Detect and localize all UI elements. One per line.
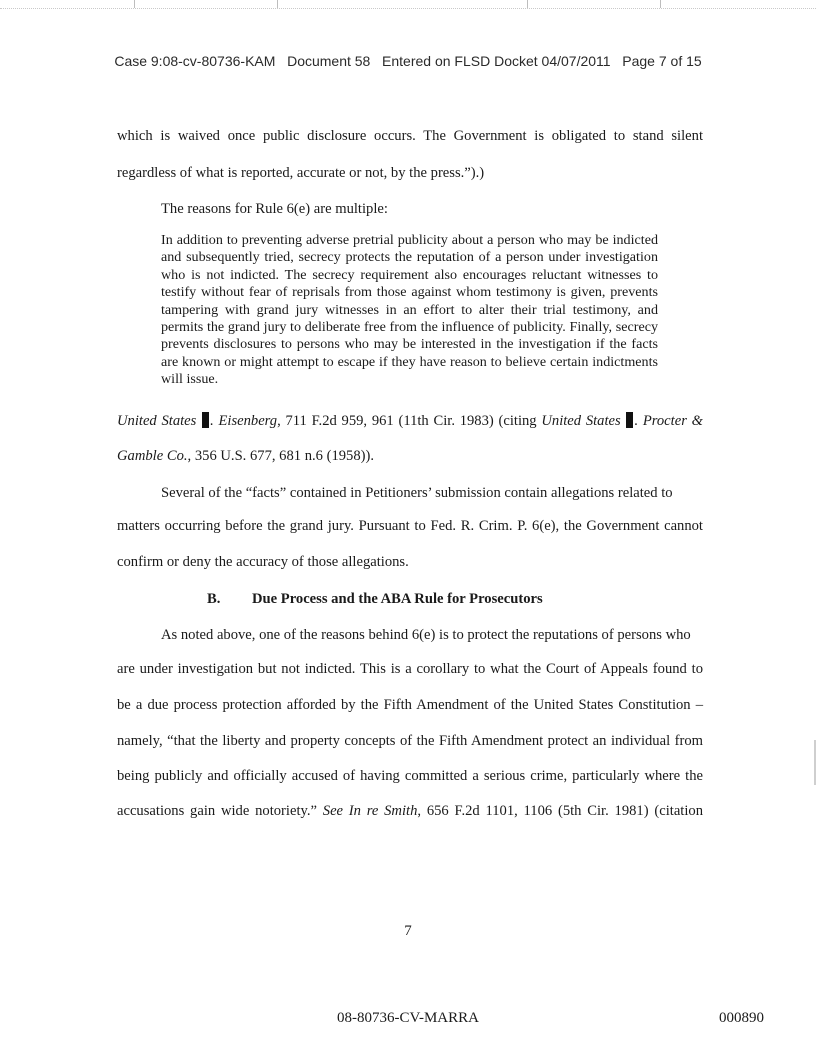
paragraph-line: regardless of what is reported, accurate or not, by the press.”).) bbox=[117, 165, 485, 181]
case-party: United States bbox=[117, 413, 197, 429]
docket-header bbox=[0, 53, 816, 69]
citation-text: , 356 U.S. 677, 681 n.6 (1958)). bbox=[187, 448, 375, 464]
case-party: United States bbox=[541, 413, 621, 429]
paragraph-line: matters occurring before the grand jury. Pursuant to Fed. R. Crim. P. 6(e), the Government cannot bbox=[117, 518, 703, 534]
scan-artifact-top bbox=[0, 0, 816, 9]
case-party: . Eisenberg bbox=[210, 413, 278, 429]
paragraph-line: being publicly and officially accused of having committed a serious crime, particularly where the bbox=[117, 768, 703, 784]
block-quote: In addition to preventing adverse pretrial publicity about a person who may be indicted and subsequently tried, secrecy protects the reputation of a person under investigation who is not indicted. The secrecy requirement also encourages reluctant witnesses to testify without fear of reprisals from those against whom testimony is given, prevents tampering with grand jury witnesses in an effort to alter their trial testimony, and permits the grand jury to deliberate free from the influence of publicity. Finally, secrecy prevents disclosures to persons who may be interested in the investigation if the facts are known or might attempt to escape if they have reason to believe certain indictments will issue. bbox=[161, 232, 658, 388]
paragraph-line: namely, “that the liberty and property concepts of the Fifth Amendment protect an individual from bbox=[117, 733, 703, 749]
bates-number-stamp: 000890 bbox=[719, 1010, 764, 1026]
redaction-mark bbox=[202, 412, 209, 428]
redaction-mark bbox=[626, 412, 633, 428]
page-number: 7 bbox=[404, 923, 412, 939]
paragraph-line: confirm or deny the accuracy of those allegations. bbox=[117, 554, 409, 570]
page-of-total: Page 7 of 15 bbox=[622, 53, 702, 69]
section-number: B. bbox=[207, 591, 221, 607]
section-title: Due Process and the ABA Rule for Prosecutors bbox=[252, 591, 543, 607]
paragraph-line: which is waived once public disclosure occurs. The Government is obligated to stand silent bbox=[117, 128, 703, 144]
case-citation: See In re Smith bbox=[322, 803, 418, 819]
paragraph-line: As noted above, one of the reasons behind 6(e) is to protect the reputations of persons who bbox=[161, 627, 691, 643]
case-number: Case 9:08-cv-80736-KAM bbox=[114, 53, 276, 69]
paragraph-line: be a due process protection afforded by the Fifth Amendment of the United States Constitution – bbox=[117, 697, 703, 713]
citation-line bbox=[117, 412, 703, 430]
citation-line bbox=[117, 448, 374, 465]
paragraph-line: Several of the “facts” contained in Petitioners’ submission contain allegations related to bbox=[161, 485, 673, 501]
paragraph-line bbox=[117, 803, 703, 820]
paragraph-line: are under investigation but not indicted. This is a corollary to what the Court of Appeals found to bbox=[117, 661, 703, 677]
case-party: Gamble Co. bbox=[117, 448, 188, 464]
bates-case-stamp: 08-80736-CV-MARRA bbox=[337, 1010, 479, 1026]
document-number: Document 58 bbox=[287, 53, 371, 69]
case-party: . Procter & bbox=[634, 413, 703, 429]
paragraph-text: , 656 F.2d 1101, 1106 (5th Cir. 1981) (citation bbox=[417, 803, 703, 819]
docket-entry: Entered on FLSD Docket 04/07/2011 bbox=[382, 53, 611, 69]
paragraph-text: accusations gain wide notoriety.” bbox=[117, 803, 323, 819]
paragraph-line: The reasons for Rule 6(e) are multiple: bbox=[161, 201, 388, 217]
citation-text: , 711 F.2d 959, 961 (11th Cir. 1983) (citing bbox=[277, 413, 542, 429]
section-heading bbox=[207, 591, 543, 608]
